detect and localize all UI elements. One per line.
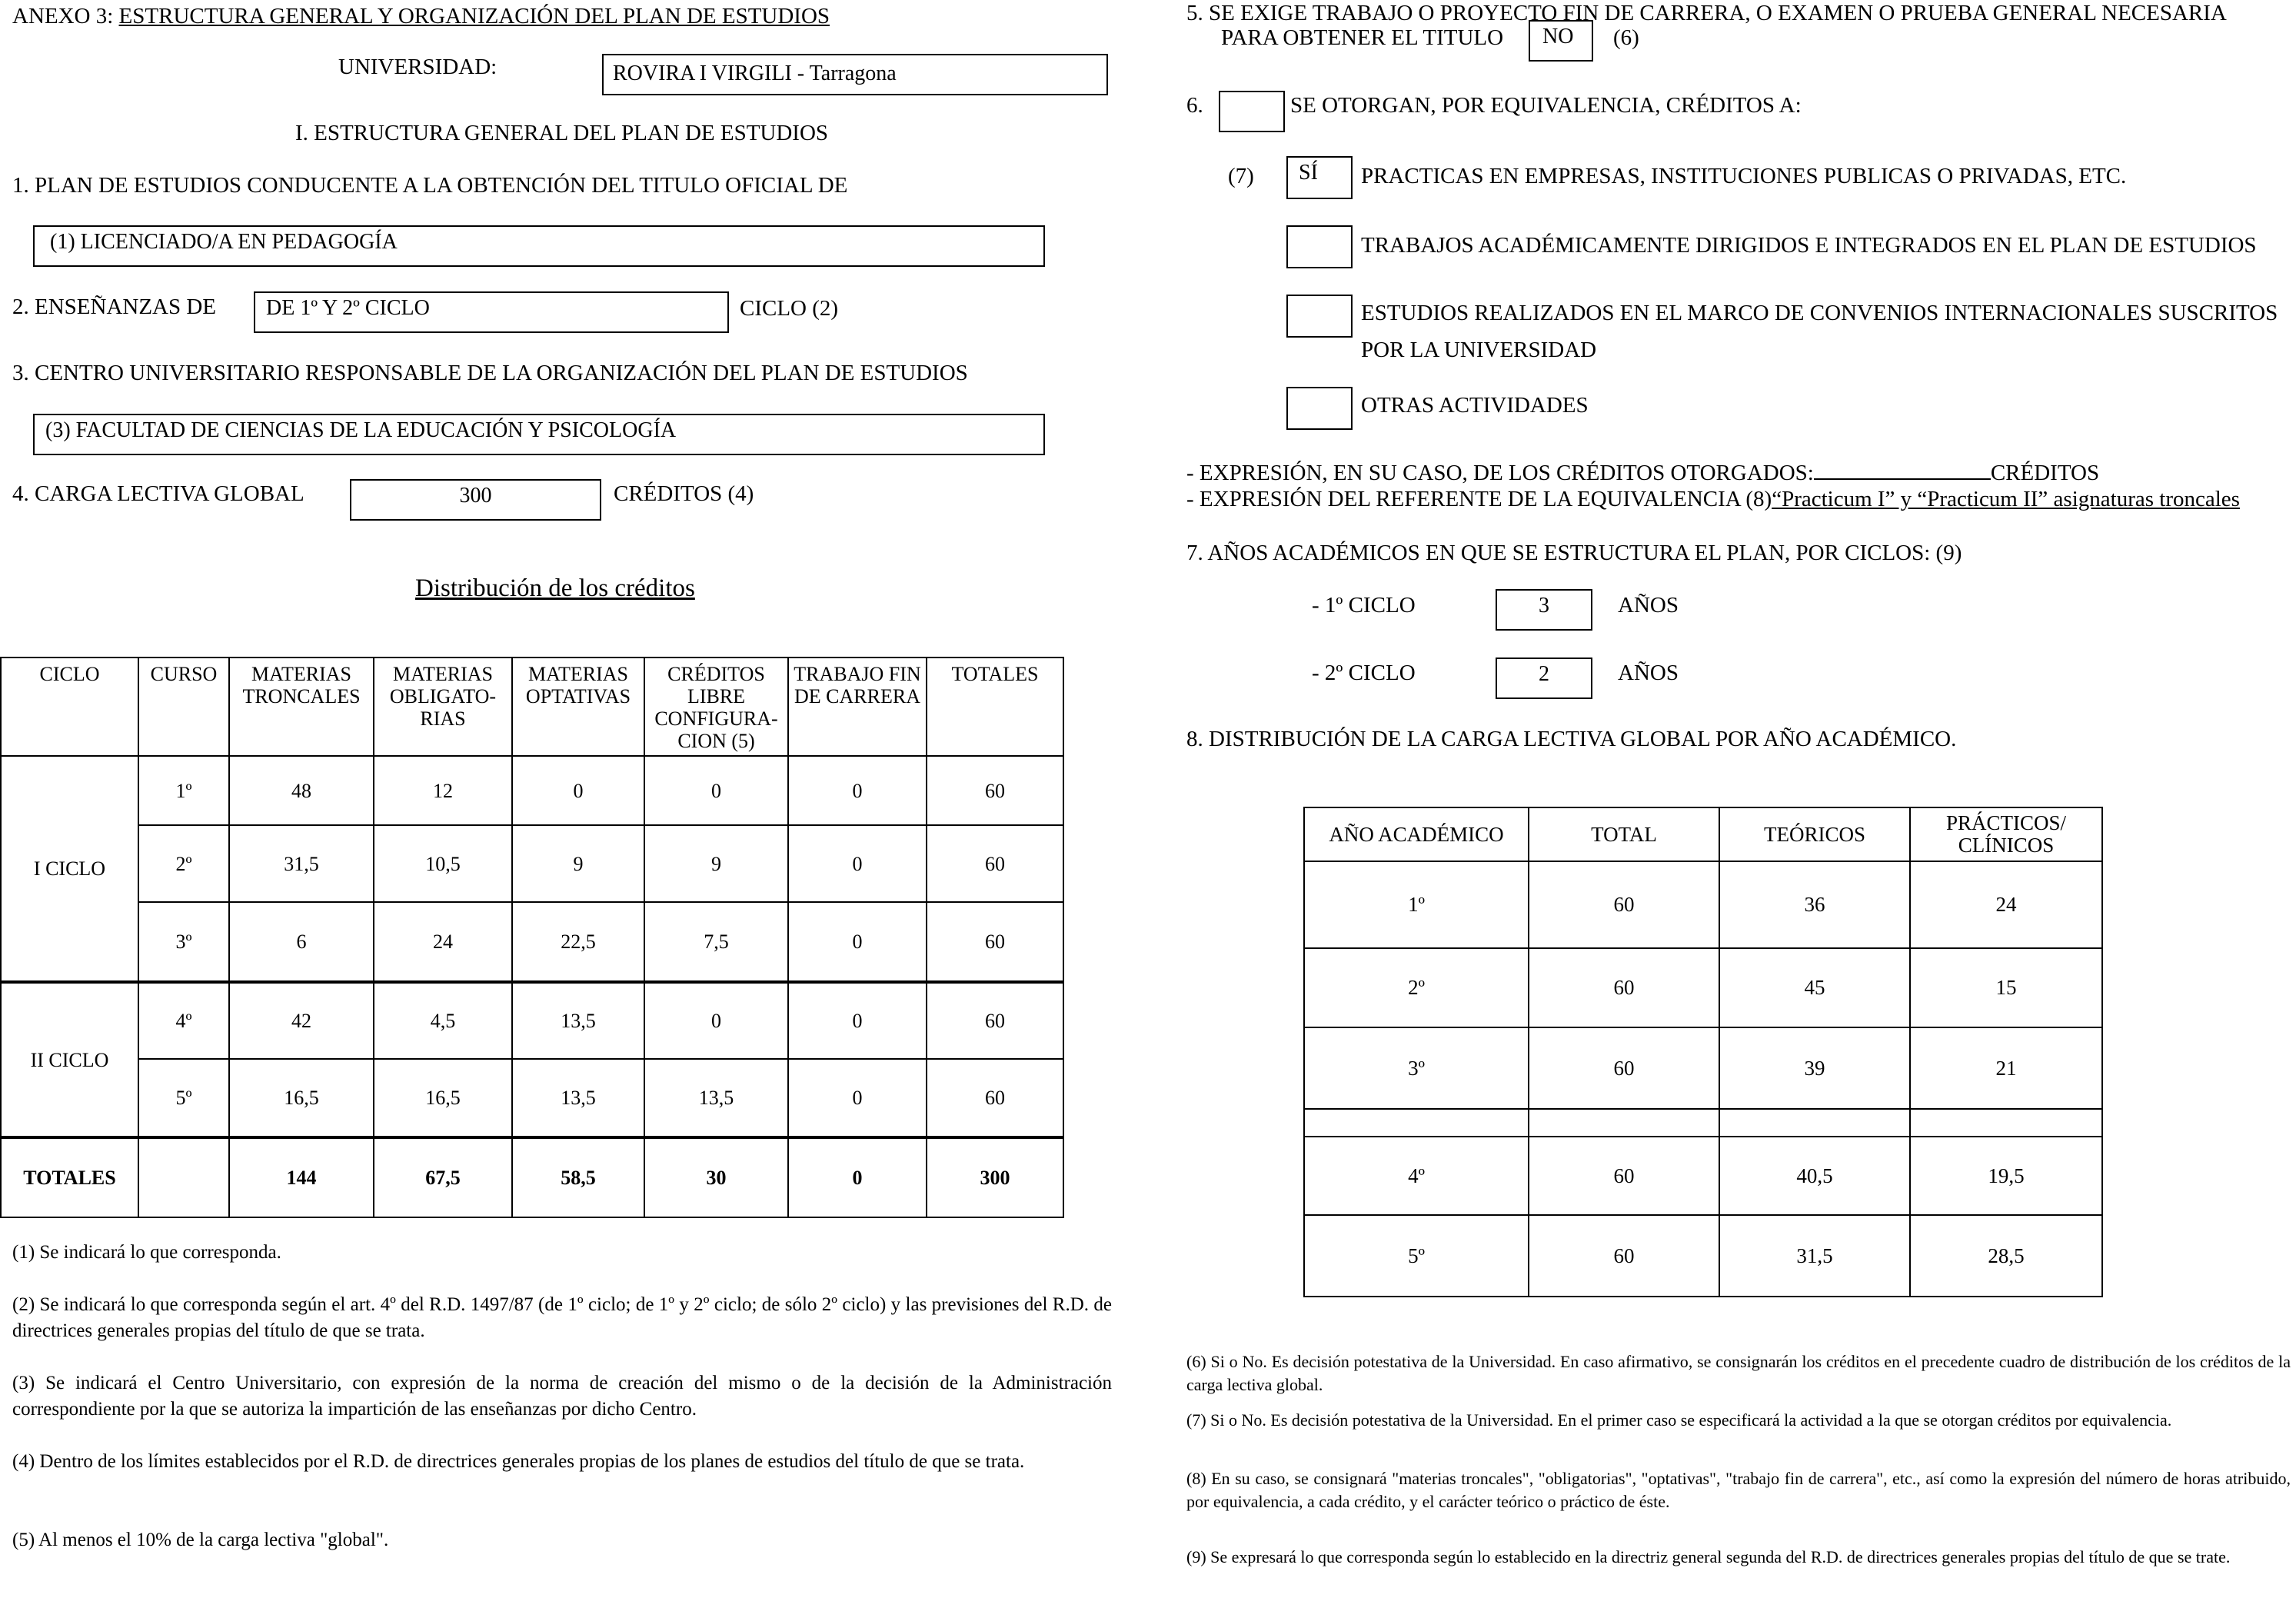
cycle-cell: I CICLO	[1, 756, 138, 982]
section-title: I. ESTRUCTURA GENERAL DEL PLAN DE ESTUDIOS	[295, 121, 829, 145]
header-cell: TOTAL	[1529, 807, 1719, 861]
years-unit: AÑOS	[1618, 593, 1679, 618]
table-cell: 4º	[1304, 1137, 1529, 1215]
table-row	[1304, 1215, 2102, 1297]
final-project-value: NO	[1542, 25, 1574, 48]
spacer-row	[1304, 1109, 2102, 1137]
center-field	[33, 414, 1045, 455]
item6-number: 6.	[1186, 93, 1203, 118]
table-cell: 42	[229, 982, 374, 1059]
annex-title: ESTRUCTURA GENERAL Y ORGANIZACIÓN DEL PLAN DE ESTUDIOS	[118, 4, 830, 28]
table-cell: 9	[512, 825, 644, 902]
table-cell: 60	[927, 902, 1063, 982]
header-cell: MATERIAS TRONCALES	[229, 658, 374, 756]
table-cell: 58,5	[512, 1137, 644, 1217]
annual-load-table	[1303, 807, 2103, 1297]
totals-row	[1, 1137, 1063, 1217]
table-cell: 0	[788, 756, 927, 825]
university-value: ROVIRA I VIRGILI - Tarragona	[613, 62, 897, 85]
option-box	[1286, 225, 1353, 268]
option-box	[1286, 387, 1353, 430]
table-cell: 0	[788, 1137, 927, 1217]
table-row	[1304, 861, 2102, 948]
equivalence-label: - EXPRESIÓN DEL REFERENTE DE LA EQUIVALENCIA (8)	[1186, 487, 1772, 511]
table-cell: 22,5	[512, 902, 644, 982]
item4-label: 4. CARGA LECTIVA GLOBAL	[12, 481, 304, 506]
table-header-row	[1, 658, 1063, 756]
table-cell: 5º	[138, 1059, 229, 1137]
university-field	[602, 54, 1108, 95]
table-cell: 2º	[1304, 948, 1529, 1027]
table-cell: 21	[1910, 1027, 2102, 1109]
table-cell: 12	[374, 756, 512, 825]
table-cell: 36	[1719, 861, 1910, 948]
cycle1-years-value: 3	[1539, 594, 1549, 618]
option-label: TRABAJOS ACADÉMICAMENTE DIRIGIDOS E INTEGRADOS EN EL PLAN DE ESTUDIOS	[1361, 233, 2257, 258]
table-row	[1, 825, 1063, 902]
equivalence-box	[1219, 91, 1285, 132]
table-cell: 3º	[1304, 1027, 1529, 1109]
table-cell: 0	[788, 825, 927, 902]
table-cell: 16,5	[229, 1059, 374, 1137]
table-cell: 0	[644, 756, 788, 825]
cycle2-label: - 2º CICLO	[1312, 661, 1416, 685]
header-cell: MATERIAS OPTATIVAS	[512, 658, 644, 756]
table-cell: 60	[1529, 861, 1719, 948]
table-cell: 60	[1529, 948, 1719, 1027]
table-cell: 48	[229, 756, 374, 825]
item2-label: 2. ENSEÑANZAS DE	[12, 295, 217, 319]
table-row	[1, 982, 1063, 1059]
footnote: (8) En su caso, se consignará "materias troncales", "obligatorias", "optativas", "trabajo fin de carrera", etc., así como la expresión del número de horas atribuido, por equivalencia, a cada crédito, y el carácter teórico o práctico de éste.	[1186, 1469, 2291, 1511]
item6-ref: (7)	[1228, 164, 1254, 188]
table-cell: 0	[788, 982, 927, 1059]
table-cell: 0	[644, 982, 788, 1059]
table-cell: 1º	[138, 756, 229, 825]
table-cell	[1719, 1109, 1910, 1137]
table-cell: 24	[1910, 861, 2102, 948]
header-cell: TOTALES	[927, 658, 1063, 756]
table-cell: 60	[927, 825, 1063, 902]
option-mark: SÍ	[1299, 161, 1318, 185]
equivalence-expression	[1186, 486, 2240, 512]
final-project-field	[1529, 20, 1593, 62]
item5-suffix: (6)	[1613, 25, 1639, 50]
table-cell: 0	[788, 902, 927, 982]
credits-distribution-table	[0, 657, 1064, 1218]
table-cell: 19,5	[1910, 1137, 2102, 1215]
header-cell: AÑO ACADÉMICO	[1304, 807, 1529, 861]
table-row	[1, 756, 1063, 825]
table-cell: 2º	[138, 825, 229, 902]
table-cell: 60	[1529, 1137, 1719, 1215]
option-box	[1286, 156, 1353, 199]
totals-label: TOTALES	[1, 1137, 138, 1217]
distribution-title	[415, 573, 695, 604]
table-cell: 5º	[1304, 1215, 1529, 1297]
table-cell: 24	[374, 902, 512, 982]
table-cell: 10,5	[374, 825, 512, 902]
table-cell: 31,5	[1719, 1215, 1910, 1297]
table-cell: 4º	[138, 982, 229, 1059]
teachings-field	[254, 291, 729, 333]
header-cell: PRÁCTICOS/ CLÍNICOS	[1910, 807, 2102, 861]
credits-expression-label: - EXPRESIÓN, EN SU CASO, DE LOS CRÉDITOS OTORGADOS:	[1186, 461, 1814, 485]
degree-value: (1) LICENCIADO/A EN PEDAGOGÍA	[50, 230, 398, 254]
cycle-cell: II CICLO	[1, 982, 138, 1137]
item7-label: 7. AÑOS ACADÉMICOS EN QUE SE ESTRUCTURA EL PLAN, POR CICLOS: (9)	[1186, 541, 1962, 565]
item5-line2: PARA OBTENER EL TITULO	[1221, 25, 1504, 50]
credits-expression-unit: CRÉDITOS	[1990, 461, 2100, 485]
credits-field	[350, 479, 601, 521]
table-cell: 7,5	[644, 902, 788, 982]
table-row	[1304, 1027, 2102, 1109]
option-label: ESTUDIOS REALIZADOS EN EL MARCO DE CONVENIOS INTERNACIONALES SUSCRITOS	[1361, 301, 2278, 325]
table-cell: 6	[229, 902, 374, 982]
table-cell: 60	[927, 982, 1063, 1059]
table-header-row	[1304, 807, 2102, 861]
table-cell: 39	[1719, 1027, 1910, 1109]
header-cell: CRÉDITOS LIBRE CONFIGURA-CION (5)	[644, 658, 788, 756]
cycle1-years-field	[1496, 589, 1592, 631]
annex-heading	[12, 3, 830, 29]
table-cell: 60	[927, 1059, 1063, 1137]
years-unit: AÑOS	[1618, 661, 1679, 685]
table-cell: 60	[1529, 1027, 1719, 1109]
footnote: (2) Se indicará lo que corresponda según el art. 4º del R.D. 1497/87 (de 1º ciclo; de 1º y 2º ciclo; de sólo 2º ciclo) y las previsiones del R.D. de directrices generales propias del título de que se trata.	[12, 1294, 1112, 1341]
table-cell: 1º	[1304, 861, 1529, 948]
table-row	[1, 902, 1063, 982]
cycle2-years-value: 2	[1539, 662, 1549, 686]
table-cell	[1529, 1109, 1719, 1137]
table-cell: 28,5	[1910, 1215, 2102, 1297]
credits-blank	[1814, 460, 1991, 480]
table-cell: 13,5	[644, 1059, 788, 1137]
university-label: UNIVERSIDAD:	[338, 55, 497, 79]
footnote: (4) Dentro de los límites establecidos por el R.D. de directrices generales propias de los planes de estudios del título de que se trata.	[12, 1451, 1025, 1472]
item5-line1: 5. SE EXIGE TRABAJO O PROYECTO FIN DE CARRERA, O EXAMEN O PRUEBA GENERAL NECESARIA	[1186, 1, 2227, 25]
option-label-cont: POR LA UNIVERSIDAD	[1361, 338, 1597, 362]
footnote: (3) Se indicará el Centro Universitario, con expresión de la norma de creación del mismo o de la decisión de la Administración correspondiente por la que se autoriza la impartición de las enseñanzas por dicho Centro.	[12, 1373, 1112, 1420]
table-cell: 0	[512, 756, 644, 825]
footnote: (5) Al menos el 10% de la carga lectiva "global".	[12, 1530, 389, 1550]
table-row	[1304, 1137, 2102, 1215]
table-cell: 13,5	[512, 982, 644, 1059]
table-cell: 144	[229, 1137, 374, 1217]
distribution-title-text: Distribución de los créditos	[415, 574, 695, 602]
footnote: (7) Si o No. Es decisión potestativa de la Universidad. En el primer caso se especificará la actividad a la que se otorgan créditos por equivalencia.	[1186, 1410, 2172, 1430]
equivalence-value: “Practicum I” y “Practicum II” asignaturas troncales	[1772, 487, 2240, 511]
degree-field	[33, 225, 1045, 267]
center-value: (3) FACULTAD DE CIENCIAS DE LA EDUCACIÓN Y PSICOLOGÍA	[45, 418, 677, 442]
header-cell: TRABAJO FIN DE CARRERA	[788, 658, 927, 756]
cycle2-years-field	[1496, 658, 1592, 699]
table-cell	[1910, 1109, 2102, 1137]
option-box	[1286, 295, 1353, 338]
table-cell: 30	[644, 1137, 788, 1217]
cycle1-label: - 1º CICLO	[1312, 593, 1416, 618]
table-cell: 9	[644, 825, 788, 902]
item3-label: 3. CENTRO UNIVERSITARIO RESPONSABLE DE LA ORGANIZACIÓN DEL PLAN DE ESTUDIOS	[12, 361, 968, 385]
table-cell: 67,5	[374, 1137, 512, 1217]
table-cell: 13,5	[512, 1059, 644, 1137]
footnote: (9) Se expresará lo que corresponda según lo establecido en la directriz general segunda del R.D. de directrices generales propias del título de que se trate.	[1186, 1547, 2231, 1566]
table-cell: 31,5	[229, 825, 374, 902]
item1-label: 1. PLAN DE ESTUDIOS CONDUCENTE A LA OBTENCIÓN DEL TITULO OFICIAL DE	[12, 173, 848, 198]
teachings-value: DE 1º Y 2º CICLO	[266, 296, 430, 320]
credits-value: 300	[459, 484, 492, 508]
table-cell: 300	[927, 1137, 1063, 1217]
item8-label: 8. DISTRIBUCIÓN DE LA CARGA LECTIVA GLOBAL POR AÑO ACADÉMICO.	[1186, 727, 1957, 751]
table-cell: 4,5	[374, 982, 512, 1059]
table-cell: 3º	[138, 902, 229, 982]
footnote: (1) Se indicará lo que corresponda.	[12, 1242, 281, 1263]
table-cell: 60	[1529, 1215, 1719, 1297]
option-label: PRACTICAS EN EMPRESAS, INSTITUCIONES PUBLICAS O PRIVADAS, ETC.	[1361, 164, 2127, 188]
table-cell	[138, 1137, 229, 1217]
credits-expression	[1186, 460, 2099, 486]
footnote: (6) Si o No. Es decisión potestativa de la Universidad. En caso afirmativo, se consignarán los créditos en el precedente cuadro de distribución de los créditos de la carga lectiva global.	[1186, 1352, 2291, 1394]
table-cell: 15	[1910, 948, 2102, 1027]
header-cell: CURSO	[138, 658, 229, 756]
table-row	[1, 1059, 1063, 1137]
header-cell: MATERIAS OBLIGATO-RIAS	[374, 658, 512, 756]
table-row	[1304, 948, 2102, 1027]
table-cell: 0	[788, 1059, 927, 1137]
item4-suffix: CRÉDITOS (4)	[614, 481, 754, 506]
table-cell: 60	[927, 756, 1063, 825]
table-cell: 45	[1719, 948, 1910, 1027]
table-cell: 40,5	[1719, 1137, 1910, 1215]
option-label: OTRAS ACTIVIDADES	[1361, 393, 1589, 418]
table-cell	[1304, 1109, 1529, 1137]
header-cell: TEÓRICOS	[1719, 807, 1910, 861]
item6-label: SE OTORGAN, POR EQUIVALENCIA, CRÉDITOS A:	[1290, 93, 1802, 118]
table-cell: 16,5	[374, 1059, 512, 1137]
item2-suffix: CICLO (2)	[740, 296, 839, 321]
annex-prefix: ANEXO 3:	[12, 4, 119, 28]
header-cell: CICLO	[1, 658, 138, 756]
